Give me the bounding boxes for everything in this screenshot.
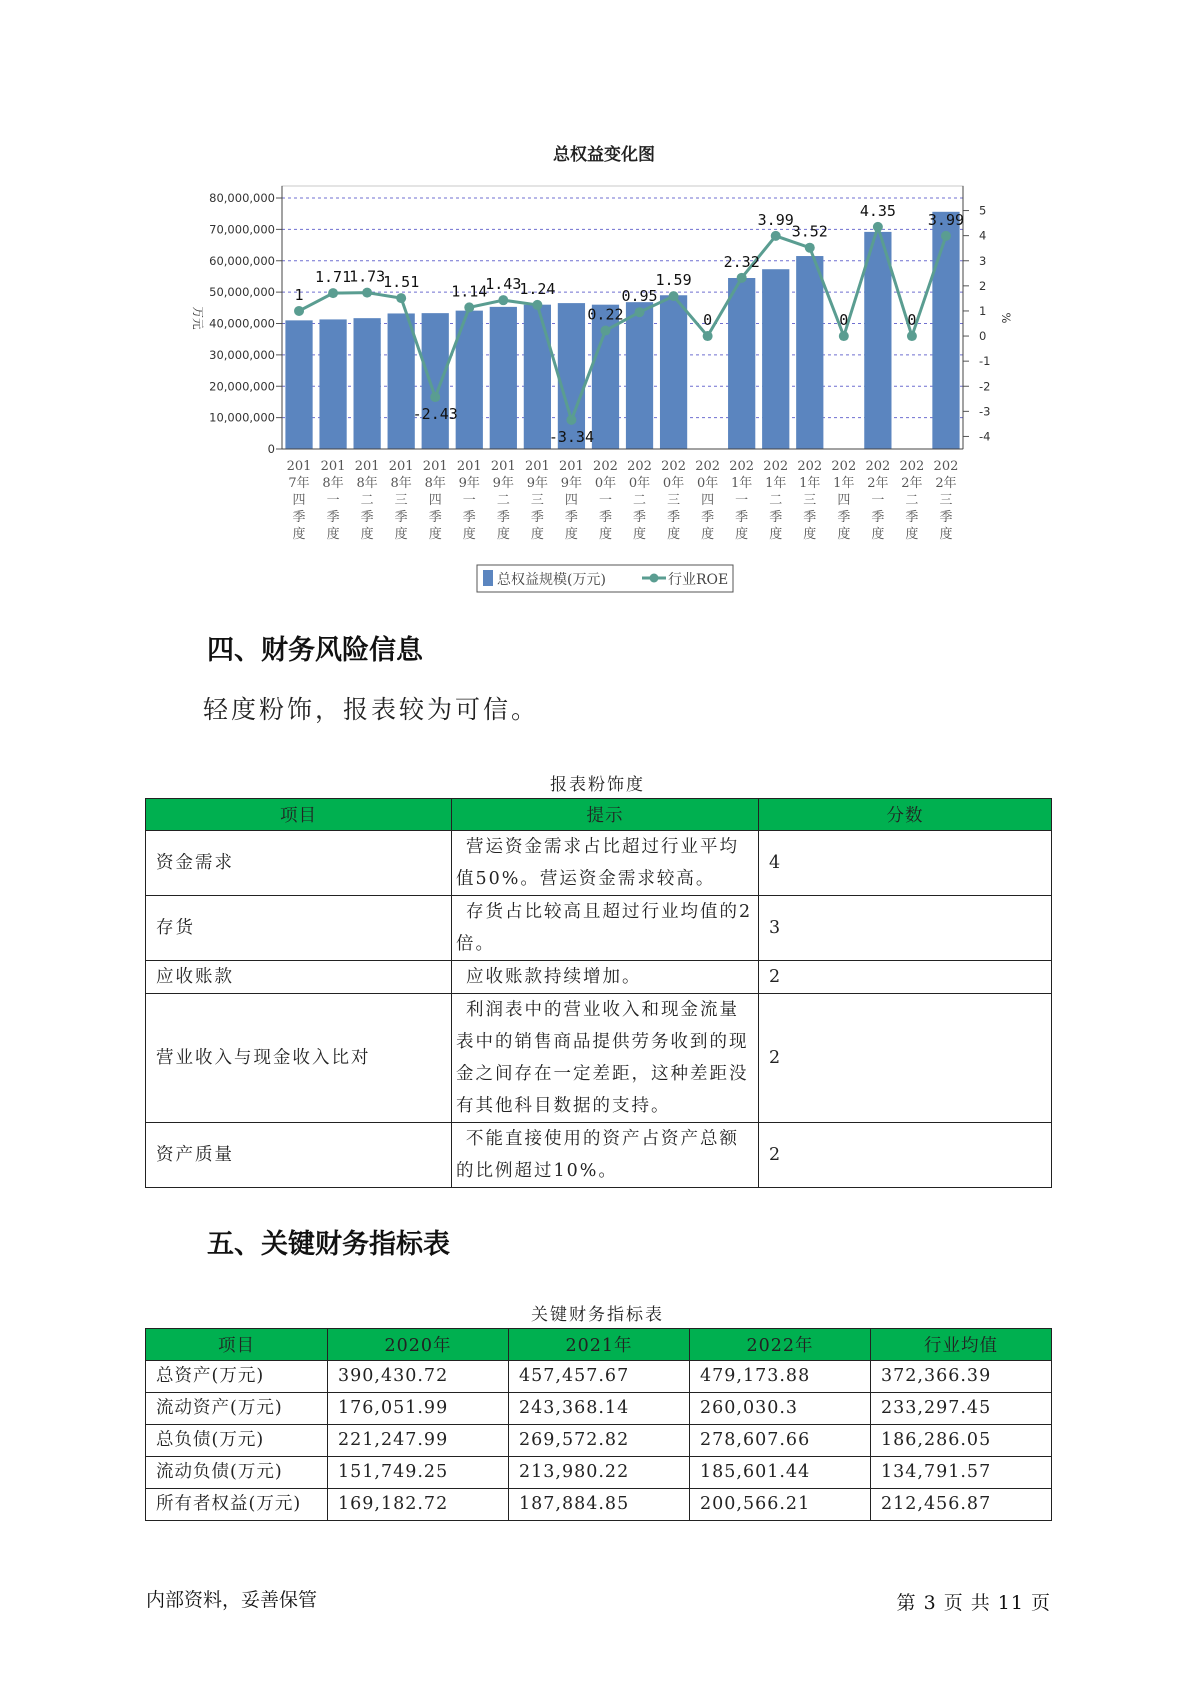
chart-data-label: 1.43 <box>485 275 522 294</box>
chart-data-label: 3.99 <box>927 210 965 229</box>
chart-bars <box>285 212 959 449</box>
chart-y-tick-label: 40,000,000 <box>209 316 275 331</box>
chart-roe-point <box>600 326 610 336</box>
chart-roe-point <box>669 291 679 301</box>
table2-cell: 151,749.25 <box>328 1457 509 1489</box>
table-row <box>146 1457 1052 1489</box>
table2-cell: 总资产(万元) <box>146 1361 328 1393</box>
chart-bar <box>319 319 346 449</box>
chart-x-tick-label: 202 0年三季度 <box>661 459 686 542</box>
chart-y2-tick-label: 2 <box>979 278 987 293</box>
chart-y2-tick-label: -2 <box>979 379 991 394</box>
chart-x-tick-label: 201 9年二季度 <box>490 459 516 542</box>
legend-line-marker <box>650 574 659 583</box>
table2-cell: 479,173.88 <box>690 1361 871 1393</box>
chart-y-tick-label: 0 <box>267 442 275 456</box>
table1-score: 4 <box>759 831 1052 896</box>
table1-hint <box>452 1123 759 1188</box>
equity-change-chart <box>0 0 1191 600</box>
table-row <box>146 1489 1052 1521</box>
table2-header-row <box>146 1329 1052 1361</box>
table1-hint <box>452 994 759 1123</box>
table2-header-industry-avg: 行业均值 <box>871 1329 1052 1361</box>
chart-right-axis-labels <box>979 204 990 444</box>
chart-x-tick-label: 201 8年三季度 <box>388 459 414 542</box>
chart-roe-point <box>396 293 406 303</box>
report-embellishment-table <box>145 798 1052 1188</box>
chart-y-tick-label: 60,000,000 <box>209 253 275 268</box>
table2-cell: 372,366.39 <box>871 1361 1052 1393</box>
table-row <box>146 1123 1052 1188</box>
chart-data-label: 1.73 <box>349 267 386 286</box>
legend-label-roe: 行业ROE <box>668 572 729 588</box>
table1-caption: 报表粉饰度 <box>550 775 645 795</box>
chart-data-label: -3.34 <box>548 427 595 446</box>
table2-header-2022: 2022年 <box>690 1329 871 1361</box>
table-row <box>146 994 1052 1123</box>
chart-x-tick-label: 201 8年一季度 <box>320 459 346 542</box>
chart-roe-point <box>532 300 542 310</box>
chart-x-tick-label: 201 9年一季度 <box>456 459 482 542</box>
table1-hint-text: 应收账款持续增加。 <box>466 967 642 987</box>
legend-bar-swatch <box>483 570 493 586</box>
table2-header-item: 项目 <box>146 1329 328 1361</box>
chart-y2-tick-label: 4 <box>979 228 987 243</box>
table2-cell: 流动负债(万元) <box>146 1457 328 1489</box>
chart-left-axis-labels <box>209 191 275 456</box>
table2-cell: 457,457.67 <box>509 1361 690 1393</box>
chart-x-tick-label: 202 1年二季度 <box>763 459 789 542</box>
table-row <box>146 831 1052 896</box>
chart-x-tick-label: 201 8年二季度 <box>354 459 380 542</box>
table-row <box>146 961 1052 994</box>
chart-bar <box>728 278 755 449</box>
chart-data-label: -2.43 <box>412 405 458 424</box>
key-financial-indicators-table <box>145 1328 1052 1521</box>
chart-roe-point <box>907 331 917 341</box>
table1-score: 2 <box>759 994 1052 1123</box>
chart-x-tick-label: 202 2年二季度 <box>899 459 925 542</box>
table-row <box>146 1393 1052 1425</box>
table1-item: 应收账款 <box>146 961 452 994</box>
table-row <box>146 896 1052 961</box>
chart-bar <box>864 232 891 449</box>
chart-bar <box>524 305 551 449</box>
table1-hint-text: 营运资金需求占比超过行业平均值50%。营运资金需求较高。 <box>456 837 739 889</box>
table2-cell: 243,368.14 <box>509 1393 690 1425</box>
chart-y2-tick-label: 1 <box>979 303 987 318</box>
chart-title: 总权益变化图 <box>553 145 655 165</box>
chart-x-tick-label: 202 2年一季度 <box>865 459 891 542</box>
chart-roe-point <box>941 231 951 241</box>
table2-cell: 总负债(万元) <box>146 1425 328 1457</box>
chart-data-label: 0.22 <box>587 305 624 324</box>
footer-page-number: 第 3 页 共 11 页 <box>896 1592 1051 1614</box>
chart-data-label: 1.59 <box>655 271 692 290</box>
chart-x-tick-label: 202 1年三季度 <box>797 459 823 542</box>
chart-x-tick-label: 202 0年四季度 <box>695 459 721 542</box>
chart-x-tick-label: 202 0年二季度 <box>627 459 652 542</box>
chart-x-tick-label: 202 1年一季度 <box>729 459 755 542</box>
chart-y2-tick-label: -1 <box>979 354 991 369</box>
chart-y-tick-label: 30,000,000 <box>209 347 275 362</box>
table1-score: 2 <box>759 961 1052 994</box>
chart-y2label: % <box>999 312 1013 324</box>
chart-y2-tick-label: -3 <box>979 404 991 419</box>
chart-x-tick-label: 201 9年四季度 <box>559 459 584 542</box>
table1-item: 存货 <box>146 896 452 961</box>
table2-cell: 134,791.57 <box>871 1457 1052 1489</box>
chart-y-tick-label: 20,000,000 <box>209 379 275 394</box>
table1-hint <box>452 961 759 994</box>
table2-cell: 278,607.66 <box>690 1425 871 1457</box>
chart-x-tick-label: 201 7年四季度 <box>286 459 312 542</box>
chart-ylabel: 万元 <box>191 306 205 330</box>
table2-cell: 200,566.21 <box>690 1489 871 1521</box>
table1-item: 资产质量 <box>146 1123 452 1188</box>
chart-roe-point <box>635 307 645 317</box>
table1-hint-text: 不能直接使用的资产占资产总额的比例超过10%。 <box>456 1129 739 1181</box>
chart-data-label: 1.51 <box>383 273 420 292</box>
chart-data-label: 2.32 <box>723 252 760 271</box>
chart-roe-point <box>737 273 747 283</box>
chart-x-tick-label: 202 0年一季度 <box>593 459 618 542</box>
chart-data-label: 0 <box>703 311 713 330</box>
chart-x-axis-labels <box>287 459 959 542</box>
table-row <box>146 1361 1052 1393</box>
risk-summary: 轻度粉饰，报表较为可信。 <box>203 695 540 724</box>
chart-bar <box>626 302 653 449</box>
chart-bar <box>285 320 312 449</box>
chart-data-label: 4.35 <box>859 201 896 220</box>
table1-hint <box>452 896 759 961</box>
table1-hint <box>452 831 759 896</box>
chart-roe-point <box>430 392 440 402</box>
chart-data-label: 1.14 <box>451 282 488 301</box>
chart-y-tick-label: 10,000,000 <box>209 410 275 425</box>
table1-item: 营业收入与现金收入比对 <box>146 994 452 1123</box>
table1-hint-text: 利润表中的营业收入和现金流量表中的销售商品提供劳务收到的现金之间存在一定差距，这种差距没有其他科目数据的支持。 <box>456 1000 749 1116</box>
chart-y2-tick-label: 5 <box>979 203 987 218</box>
chart-roe-point <box>566 415 576 425</box>
chart-roe-point <box>805 243 815 253</box>
chart-y2-tick-label: -4 <box>979 429 991 444</box>
chart-x-tick-label: 202 1年四季度 <box>831 459 857 542</box>
chart-bar <box>660 295 687 449</box>
table2-cell: 所有者权益(万元) <box>146 1489 328 1521</box>
table1-item: 资金需求 <box>146 831 452 896</box>
chart-x-tick-label: 202 2年三季度 <box>933 459 959 542</box>
risk-section-heading: 四、财务风险信息 <box>207 635 423 666</box>
table1-hint-text: 存货占比较高且超过行业均值的2倍。 <box>456 902 753 954</box>
table2-cell: 169,182.72 <box>328 1489 509 1521</box>
table1-header-score: 分数 <box>759 799 1052 831</box>
table2-cell: 176,051.99 <box>328 1393 509 1425</box>
table2-cell: 213,980.22 <box>509 1457 690 1489</box>
table1-score: 2 <box>759 1123 1052 1188</box>
chart-roe-point <box>771 231 781 241</box>
chart-roe-point <box>328 288 338 298</box>
chart-data-label: 0.95 <box>621 287 658 306</box>
legend-label-equity: 总权益规模(万元) <box>497 572 606 588</box>
table1-header-hint: 提示 <box>452 799 759 831</box>
table2-cell: 185,601.44 <box>690 1457 871 1489</box>
chart-bar <box>388 313 415 449</box>
key-indicators-heading: 五、关键财务指标表 <box>207 1229 450 1260</box>
chart-data-label: 3.99 <box>757 210 794 229</box>
footer-confidential-note: 内部资料，妥善保管 <box>146 1589 318 1611</box>
chart-data-label: 1 <box>294 285 304 304</box>
chart-roe-point <box>498 295 508 305</box>
chart-roe-point <box>703 331 713 341</box>
chart-bar <box>490 307 517 449</box>
chart-y2-tick-label: 3 <box>979 253 987 268</box>
chart-y-tick-label: 50,000,000 <box>209 285 275 300</box>
chart-bar <box>354 318 381 449</box>
table2-cell: 187,884.85 <box>509 1489 690 1521</box>
table2-cell: 212,456.87 <box>871 1489 1052 1521</box>
table2-cell: 186,286.05 <box>871 1425 1052 1457</box>
table2-cell: 221,247.99 <box>328 1425 509 1457</box>
table-row <box>146 1425 1052 1457</box>
chart-data-label: 0 <box>907 311 917 330</box>
table2-cell: 390,430.72 <box>328 1361 509 1393</box>
table2-cell: 269,572.82 <box>509 1425 690 1457</box>
chart-roe-point <box>464 302 474 312</box>
chart-roe-point <box>839 331 849 341</box>
chart-y2-tick-label: 0 <box>979 329 987 344</box>
table2-cell: 流动资产(万元) <box>146 1393 328 1425</box>
chart-y-tick-label: 80,000,000 <box>209 191 275 205</box>
chart-data-label: 1.24 <box>519 279 556 298</box>
table2-header-2020: 2020年 <box>328 1329 509 1361</box>
table2-header-2021: 2021年 <box>509 1329 690 1361</box>
chart-data-label: 0 <box>839 311 849 330</box>
table2-caption: 关键财务指标表 <box>531 1305 664 1325</box>
chart-y-tick-label: 70,000,000 <box>209 222 275 237</box>
chart-bar <box>762 269 789 449</box>
chart-roe-point <box>873 222 883 232</box>
chart-roe-point <box>362 288 372 298</box>
table1-header-row <box>146 799 1052 831</box>
chart-bar <box>422 313 449 449</box>
chart-bar <box>796 256 823 449</box>
table2-cell: 260,030.3 <box>690 1393 871 1425</box>
table1-header-item: 项目 <box>146 799 452 831</box>
table2-cell: 233,297.45 <box>871 1393 1052 1425</box>
chart-x-tick-label: 201 8年四季度 <box>422 459 448 542</box>
chart-x-tick-label: 201 9年三季度 <box>524 459 550 542</box>
chart-legend <box>477 565 733 592</box>
chart-data-label: 3.52 <box>791 222 828 241</box>
chart-bar <box>932 212 959 449</box>
table1-score: 3 <box>759 896 1052 961</box>
chart-data-label: 1.71 <box>315 268 352 287</box>
chart-roe-point <box>294 306 304 316</box>
